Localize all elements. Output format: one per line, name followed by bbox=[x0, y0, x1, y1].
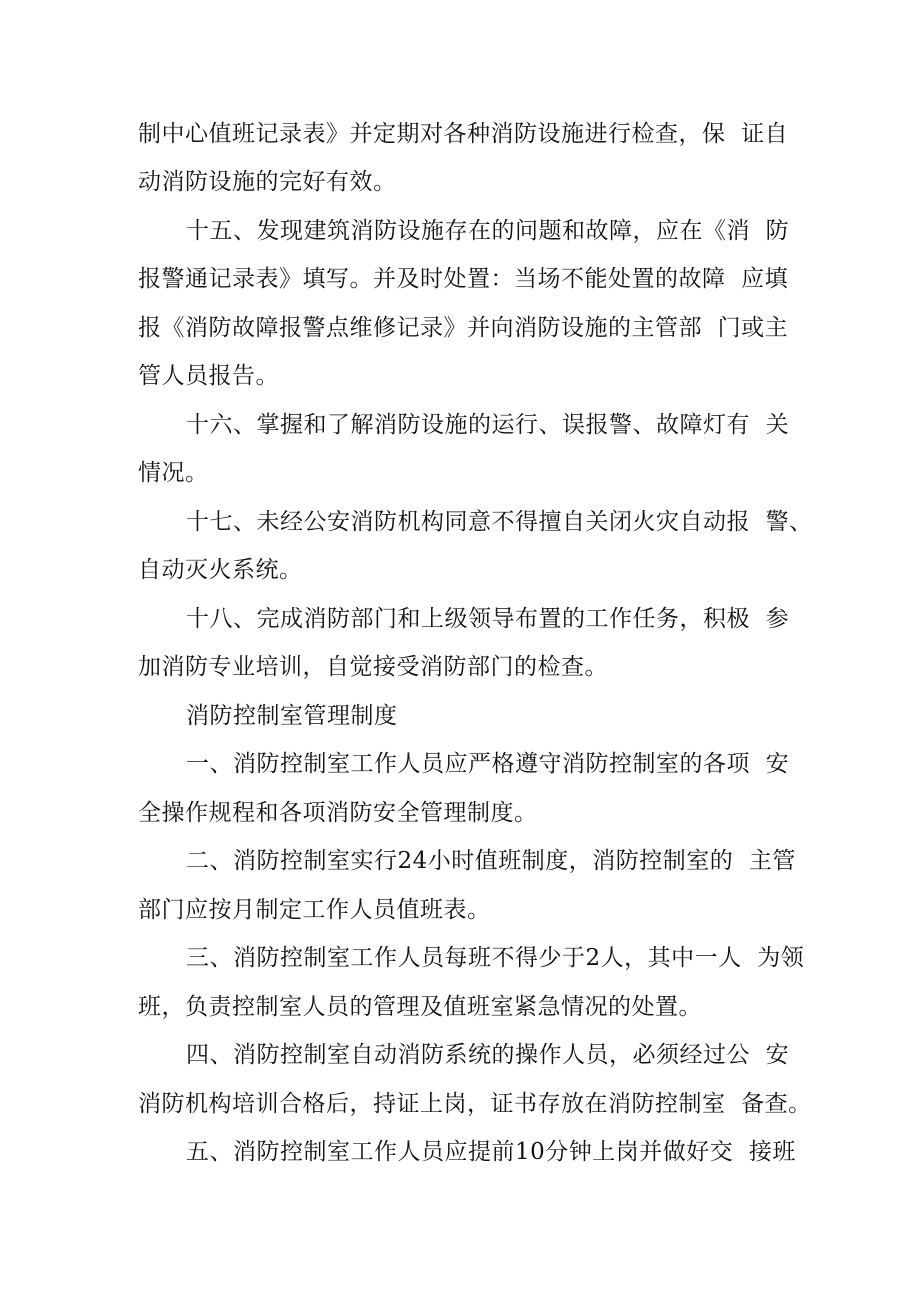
text-line: 部门应按月制定工作人员值班表。 bbox=[138, 897, 491, 923]
text-line: 自动灭火系统。 bbox=[138, 557, 303, 583]
text-line: 情况。 bbox=[138, 460, 209, 486]
paragraph-item-4: 四、消防控制室自动消防系统的操作人员，必须经过公 安 bbox=[186, 1042, 790, 1068]
section-heading: 消防控制室管理制度 bbox=[186, 703, 398, 729]
text-line: 班，负责控制室人员的管理及值班室紧急情况的处置。 bbox=[138, 994, 702, 1020]
paragraph-item-5: 五、消防控制室工作人员应提前10分钟上岗并做好交 接班 bbox=[186, 1139, 796, 1165]
text-line: 管人员报告。 bbox=[138, 363, 279, 389]
text-line: 报警通记录表》填写。并及时处置：当场不能处置的故障 应填 bbox=[138, 266, 789, 292]
text-line: 消防机构培训合格后，持证上岗，证书存放在消防控制室 备查。 bbox=[138, 1091, 812, 1117]
paragraph-item-1: 一、消防控制室工作人员应严格遵守消防控制室的各项 安 bbox=[186, 751, 790, 777]
paragraph-item-16: 十六、掌握和了解消防设施的运行、误报警、故障灯有 关 bbox=[186, 412, 790, 438]
paragraph-item-3: 三、消防控制室工作人员每班不得少于2人，其中一人 为领 bbox=[186, 945, 805, 971]
text-line: 报《消防故障报警点维修记录》并向消防设施的主管部 门或主 bbox=[138, 315, 789, 341]
paragraph-item-18: 十八、完成消防部门和上级领导布置的工作任务，积极 参 bbox=[186, 606, 790, 632]
text-line: 动消防设施的完好有效。 bbox=[138, 169, 397, 195]
paragraph-item-15: 十五、发现建筑消防设施存在的问题和故障，应在《消 防 bbox=[186, 218, 790, 244]
text-line: 加消防专业培训，自觉接受消防部门的检查。 bbox=[138, 654, 608, 680]
paragraph-item-17: 十七、未经公安消防机构同意不得擅自关闭火灾自动报 警、 bbox=[186, 509, 813, 535]
text-line: 全操作规程和各项消防安全管理制度。 bbox=[138, 800, 538, 826]
paragraph-item-2: 二、消防控制室实行24小时值班制度，消防控制室的 主管 bbox=[186, 848, 796, 874]
text-line: 制中心值班记录表》并定期对各种消防设施进行检查，保 证自 bbox=[138, 121, 789, 147]
